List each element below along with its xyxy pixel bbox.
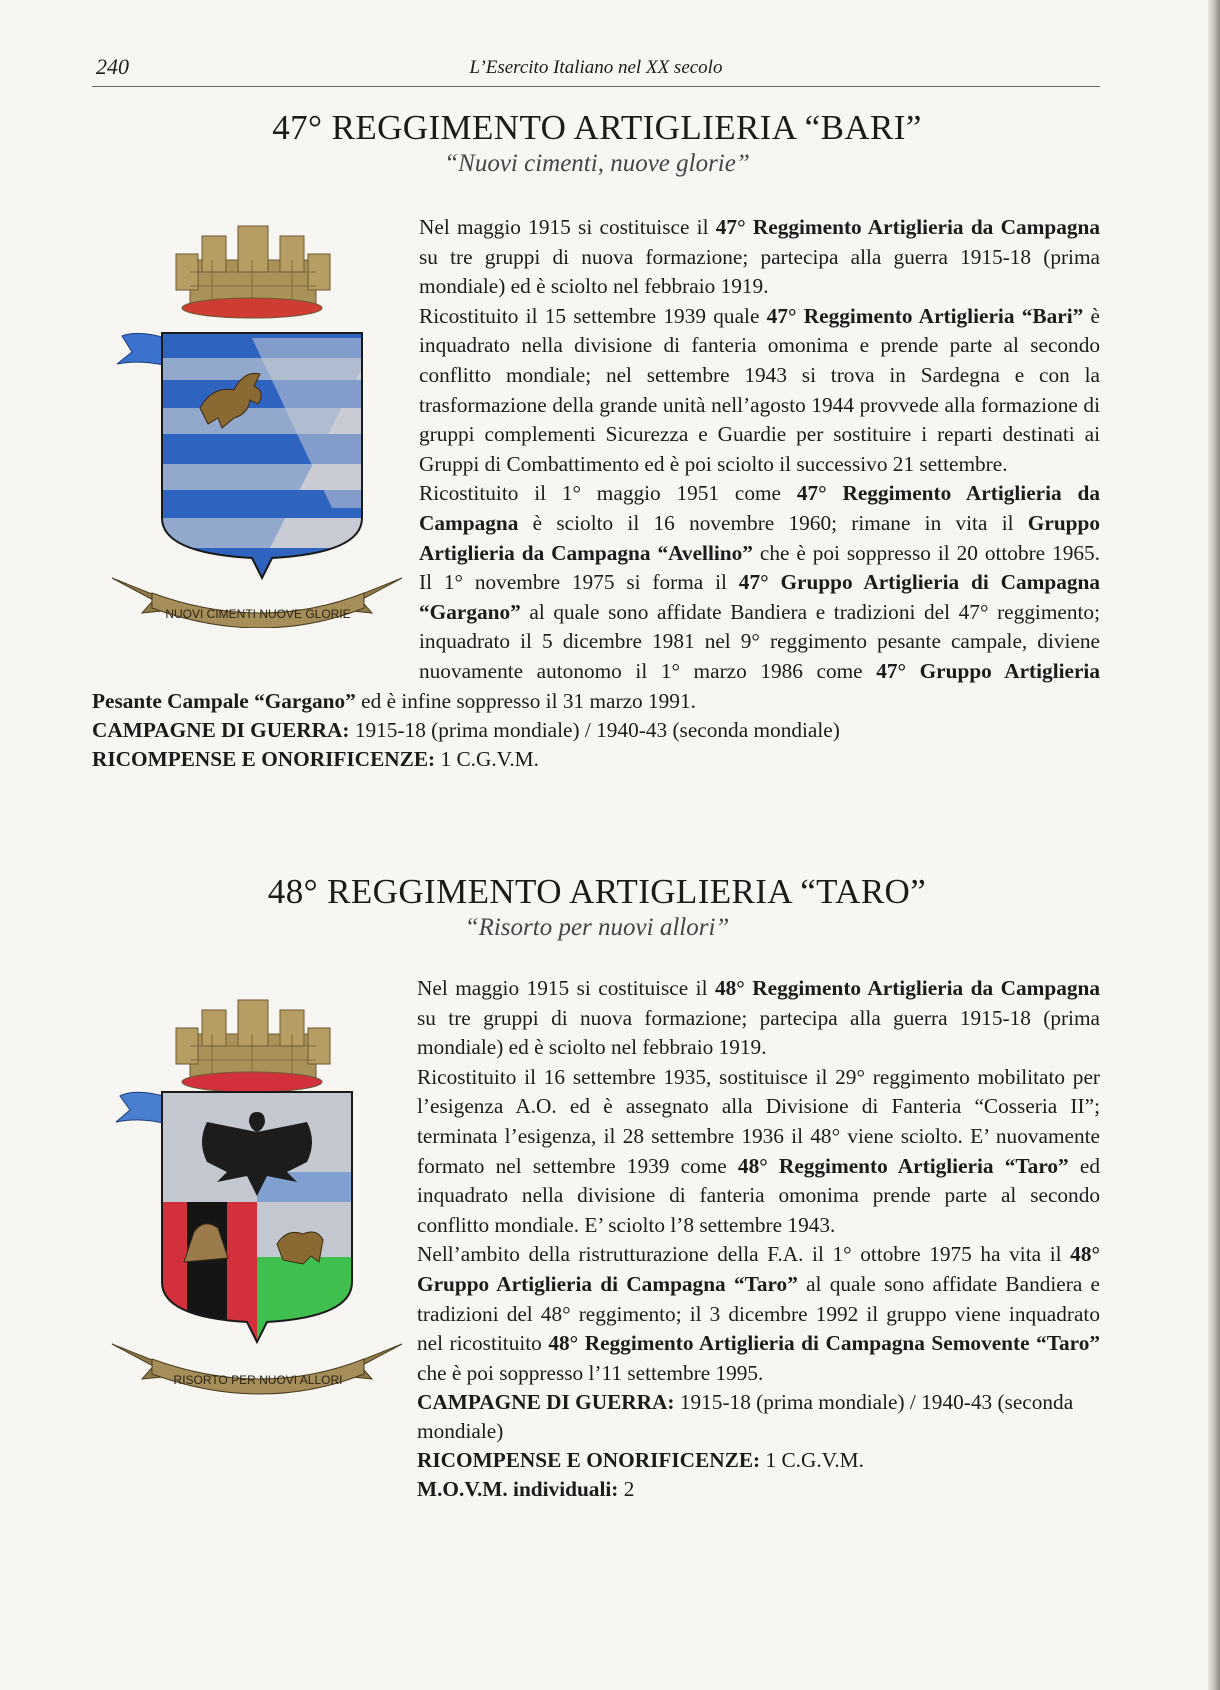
body-text: Nel maggio 1915 si costituisce il [419,215,716,239]
facts-list [92,716,1100,774]
body-text: ed è infine soppresso il 31 marzo 1991. [355,688,696,713]
emphasis-text: 48° Gruppo Artiglieria di Campagna “Taro” [417,1242,1100,1296]
emphasis-text: Gruppo Artiglieria da Campagna “Avellino” [419,510,1100,565]
regiment-motto: “Nuovi cimenti, nuove glorie” [444,150,750,177]
regiment-title: 47° REGGIMENTO ARTIGLIERIA “BARI” [272,108,922,147]
body-text: Ricostituito il 1° maggio 1951 come [419,481,797,506]
fact-campaigns: CAMPAGNE DI GUERRA: 1915-18 (prima mondiale) / 1940-43 (seconda mondiale) [417,1390,1074,1444]
body-text: Nel maggio 1915 si costituisce il [417,976,715,1000]
scroll-text: RISORTO PER NUOVI ALLORI [173,1373,343,1387]
body-text: è inquadrato nella divisione di fanteria omonima e prende parte al secondo conflitto mondiale; nel settembre 1943 si trova in Sardegna e con la trasformazione della grande unità nell’agosto 1944 provvede alla formazione di gruppi complementi Sicurezza e Guardie per sostituire i reparti destinati ai Gruppi di Combattimento ed è poi sciolto il successivo 21 settembre. [419,303,1101,476]
body-text: Ricostituito il 16 settembre 1935, sostituisce il 29° reggimento mobilitato per l’esigenza A.O. ed è assegnato alla Divisione di Fanteria “Cosseria II”; terminata l’esigenza, il 28 settembre 1936 il 48° viene sciolto. E’ nuovamente formato nel settembre 1939 come [417,1064,1100,1178]
fact-individual-medals: M.O.V.M. individuali: 2 [417,1477,635,1502]
page-header [92,52,1100,87]
regiment-title: 48° REGGIMENTO ARTIGLIERIA “TARO” [267,872,927,911]
emphasis-text: 47° Gruppo Artiglieria Pesante Campale “Gargano” [92,658,1101,713]
running-title: L’Esercito Italiano nel XX secolo [469,57,723,78]
fact-awards: RICOMPENSE E ONORIFICENZE: 1 C.G.V.M. [92,747,539,772]
scroll-text: NUOVI CIMENTI NUOVE GLORIE [165,607,351,621]
regiment-section-48 [92,872,1102,1502]
body-text: è sciolto il 16 novembre 1960; rimane in vita il [518,510,1028,535]
regiment-history [92,974,1100,1504]
body-text: ed inquadrato nella divisione di fanteria omonima prende parte al secondo conflitto mondiale. E’ sciolto l’8 settembre 1943. [417,1153,1100,1237]
emphasis-text: 47° Reggimento Artiglieria da Campagna [419,481,1100,535]
body-text: al quale sono affidate Bandiera e tradizioni del 47° reggimento; inquadrato il 5 dicembre 1981 nel 9° reggimento pesante campale, diviene nuovamente autonomo il 1° marzo 1986 come [419,599,1100,683]
body-text: Nell’ambito della ristrutturazione della F.A. il 1° ottobre 1975 ha vita il [417,1242,1071,1267]
body-text: che è poi soppresso l’11 settembre 1995. [417,1360,764,1385]
emphasis-text: 48° Reggimento Artiglieria da Campagna [714,976,1100,1000]
emphasis-text: 47° Reggimento Artiglieria “Bari” [766,303,1084,328]
emphasis-text: 48° Reggimento Artiglieria “Taro” [737,1153,1069,1178]
regiment-motto: “Risorto per nuovi allori” [464,914,730,941]
page-edge [1208,0,1220,1690]
regiment-history [92,213,1100,774]
body-text: al quale sono affidate Bandiera e tradizioni del 48° reggimento; il 3 dicembre 1992 il gruppo viene inquadrato nel ricostituito [417,1271,1100,1356]
body-text: Ricostituito il 15 settembre 1939 quale [419,303,767,328]
body-text: su tre gruppi di nuova formazione; partecipa alla guerra 1915-18 (prima mondiale) ed è sciolto nel febbraio 1919. [417,1005,1100,1060]
fact-awards: RICOMPENSE E ONORIFICENZE: 1 C.G.V.M. [417,1448,864,1473]
emphasis-text: 48° Reggimento Artiglieria di Campagna Semovente “Taro” [548,1331,1101,1356]
page-number: 240 [96,54,129,79]
fact-campaigns: CAMPAGNE DI GUERRA: 1915-18 (prima mondiale) / 1940-43 (seconda mondiale) [92,718,840,743]
emphasis-text: 47° Gruppo Artiglieria di Campagna “Gargano” [419,570,1101,624]
body-text: che è poi soppresso il 20 ottobre 1965. Il 1° novembre 1975 si forma il [419,540,1100,595]
emphasis-text: 47° Reggimento Artiglieria da Campagna [715,215,1101,239]
body-text: su tre gruppi di nuova formazione; partecipa alla guerra 1915-18 (prima mondiale) ed è sciolto nel febbraio 1919. [419,244,1100,299]
regiment-section-47 [92,108,1102,772]
